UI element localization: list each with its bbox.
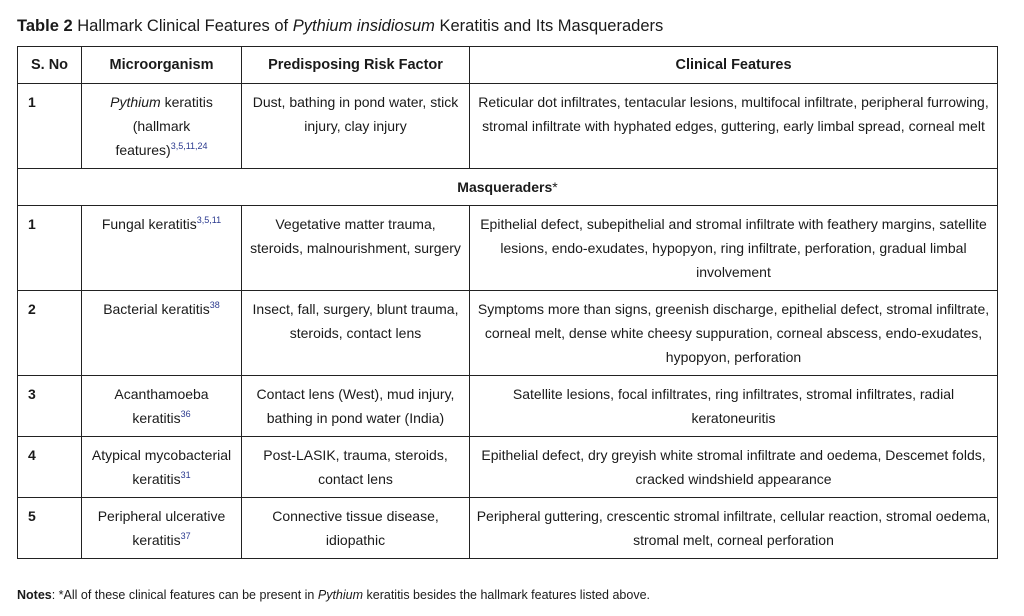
row-risk: Vegetative matter trauma, steroids, malnourishment, surgery (242, 206, 470, 291)
row-sno: 3 (18, 376, 82, 437)
header-clinical-features: Clinical Features (470, 47, 998, 84)
table-header-row (18, 47, 998, 84)
row-refs: 36 (180, 409, 191, 419)
section-row (18, 169, 998, 206)
row-organism (82, 498, 242, 559)
section-heading (18, 169, 998, 206)
caption-italic: Pythium insidiosum (292, 17, 435, 35)
row-refs: 31 (180, 470, 191, 480)
hallmark-organism (82, 84, 242, 169)
row-features: Epithelial defect, subepithelial and stromal infiltrate with feathery margins, satellite lesions, endo-exudates, hypopyon, ring infiltrate, perforation, gradual limbal involvement (470, 206, 998, 291)
hallmark-row (18, 84, 998, 169)
notes-text-after: keratitis besides the hallmark features listed above. (366, 588, 650, 602)
row-organism-name: Peripheral ulcerative keratitis (97, 508, 226, 548)
section-label: Masqueraders (457, 179, 553, 195)
hallmark-risk: Dust, bathing in pond water, stick injury, clay injury (242, 84, 470, 169)
row-features: Symptoms more than signs, greenish discharge, epithelial defect, stromal infiltrate, corneal melt, dense white cheesy suppuration, corneal abscess, endo-exudates, hypopyon, perforation (470, 291, 998, 376)
row-features: Epithelial defect, dry greyish white stromal infiltrate and oedema, Descemet folds, cracked windshield appearance (470, 437, 998, 498)
notes-italic: Pythium (317, 588, 364, 602)
row-organism (82, 291, 242, 376)
row-refs: 37 (180, 531, 191, 541)
row-refs: 38 (209, 300, 220, 310)
table-row (18, 206, 998, 291)
row-sno: 2 (18, 291, 82, 376)
table-caption (17, 17, 663, 36)
header-microorganism: Microorganism (82, 47, 242, 84)
header-sno: S. No (18, 47, 82, 84)
table-row (18, 437, 998, 498)
hallmark-sno: 1 (18, 84, 82, 169)
header-risk-factor: Predisposing Risk Factor (242, 47, 470, 84)
notes-text-before: : *All of these clinical features can be present in (51, 588, 315, 602)
row-features: Satellite lesions, focal infiltrates, ring infiltrates, stromal infiltrates, radial keratoneuritis (470, 376, 998, 437)
row-organism (82, 376, 242, 437)
caption-text-after: Keratitis and Its Masqueraders (439, 17, 664, 35)
hallmark-refs: 3,5,11,24 (170, 141, 208, 151)
row-sno: 1 (18, 206, 82, 291)
caption-text-before: Hallmark Clinical Features of (77, 17, 289, 35)
row-organism-name: Fungal keratitis (101, 216, 197, 232)
hallmark-features: Reticular dot infiltrates, tentacular lesions, multifocal infiltrate, peripheral furrowing, stromal infiltrate with hyphated edges, guttering, early limbal spread, corneal melt (470, 84, 998, 169)
table-row (18, 498, 998, 559)
row-refs: 3,5,11 (196, 215, 222, 225)
row-risk: Connective tissue disease, idiopathic (242, 498, 470, 559)
row-organism (82, 437, 242, 498)
row-features: Peripheral guttering, crescentic stromal infiltrate, cellular reaction, stromal oedema, stromal melt, corneal perforation (470, 498, 998, 559)
table-row (18, 376, 998, 437)
row-sno: 4 (18, 437, 82, 498)
hallmark-organism-rest: keratitis (hallmark features) (115, 94, 213, 158)
table-label: Table 2 (17, 17, 73, 35)
row-risk: Contact lens (West), mud injury, bathing in pond water (India) (242, 376, 470, 437)
hallmark-organism-italic: Pythium (110, 94, 161, 110)
section-mark: * (552, 179, 558, 195)
table-row (18, 291, 998, 376)
row-organism (82, 206, 242, 291)
notes-label: Notes (17, 588, 52, 602)
row-organism-name: Bacterial keratitis (103, 301, 210, 317)
row-risk: Insect, fall, surgery, blunt trauma, steroids, contact lens (242, 291, 470, 376)
row-organism-name: Atypical mycobacterial keratitis (91, 447, 232, 487)
clinical-features-table (17, 46, 998, 559)
row-risk: Post-LASIK, trauma, steroids, contact lens (242, 437, 470, 498)
table-notes (17, 588, 650, 602)
row-organism-name: Acanthamoeba keratitis (114, 386, 209, 426)
row-sno: 5 (18, 498, 82, 559)
